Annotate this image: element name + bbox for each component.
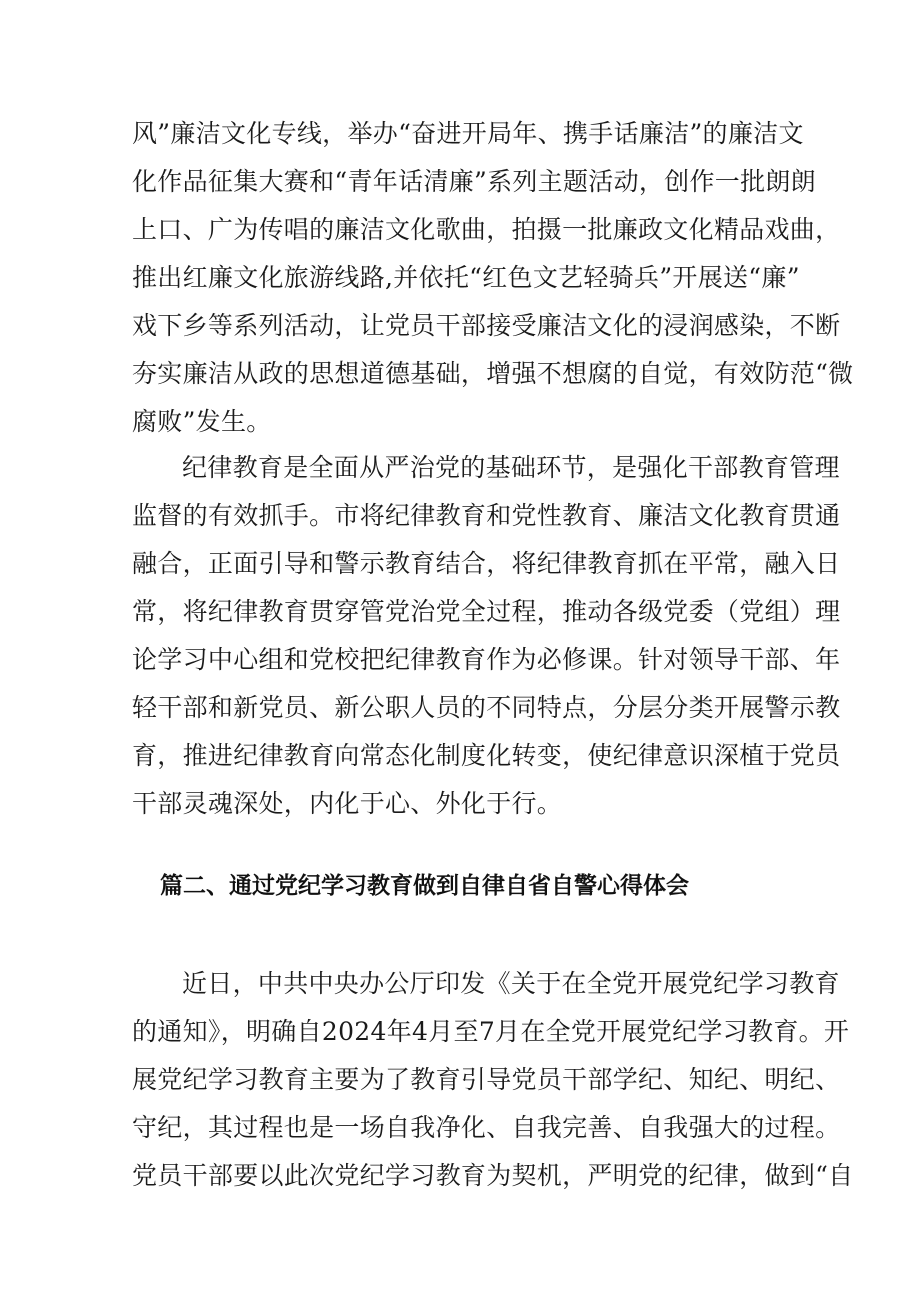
paragraph-line: 戏下乡等系列活动，让党员干部接受廉洁文化的浸润感染，不断 <box>132 311 841 340</box>
section-heading: 篇二、通过党纪学习教育做到自律自省自警心得体会 <box>160 873 689 899</box>
paragraph-line: 论学习中心组和党校把纪律教育作为必修课。针对领导干部、年 <box>132 645 841 674</box>
paragraph-line: 融合，正面引导和警示教育结合，将纪律教育抓在平常，融入日 <box>132 549 841 578</box>
paragraph-line: 化作品征集大赛和“青年话清廉”系列主题活动，创作一批朗朗 <box>132 167 816 196</box>
paragraph-line: 推出红廉文化旅游线路,并依托“红色文艺轻骑兵”开展送“廉” <box>132 263 800 292</box>
paragraph-line: 风”廉洁文化专线，举办“奋进开局年、携手话廉洁”的廉洁文 <box>132 119 804 148</box>
paragraph-line: 育，推进纪律教育向常态化制度化转变，使纪律意识深植于党员 <box>132 741 841 770</box>
paragraph-line: 的通知》，明确自2024年4月至7月在全党开展党纪学习教育。开 <box>132 1017 850 1046</box>
paragraph-line: 近日，中共中央办公厅印发《关于在全党开展党纪学习教育 <box>182 969 840 998</box>
paragraph-line: 党员干部要以此次党纪学习教育为契机，严明党的纪律，做到“自 <box>132 1161 854 1190</box>
paragraph-line: 上口、广为传唱的廉洁文化歌曲，拍摄一批廉政文化精品戏曲， <box>132 215 841 244</box>
paragraph-line: 常，将纪律教育贯穿管党治党全过程，推动各级党委（党组）理 <box>132 597 841 626</box>
paragraph-line: 干部灵魂深处，内化于心、外化于行。 <box>132 789 563 818</box>
paragraph-line: 纪律教育是全面从严治党的基础环节，是强化干部教育管理 <box>182 453 840 482</box>
paragraph-line: 轻干部和新党员、新公职人员的不同特点，分层分类开展警示教 <box>132 693 841 722</box>
paragraph-line: 夯实廉洁从政的思想道德基础，增强不想腐的自觉，有效防范“微 <box>132 359 854 388</box>
paragraph-line: 守纪，其过程也是一场自我净化、自我完善、自我强大的过程。 <box>132 1113 841 1142</box>
paragraph-line: 监督的有效抓手。市将纪律教育和党性教育、廉洁文化教育贯通 <box>132 501 841 530</box>
paragraph-line: 腐败”发生。 <box>132 407 272 436</box>
paragraph-line: 展党纪学习教育主要为了教育引导党员干部学纪、知纪、明纪、 <box>132 1065 841 1094</box>
